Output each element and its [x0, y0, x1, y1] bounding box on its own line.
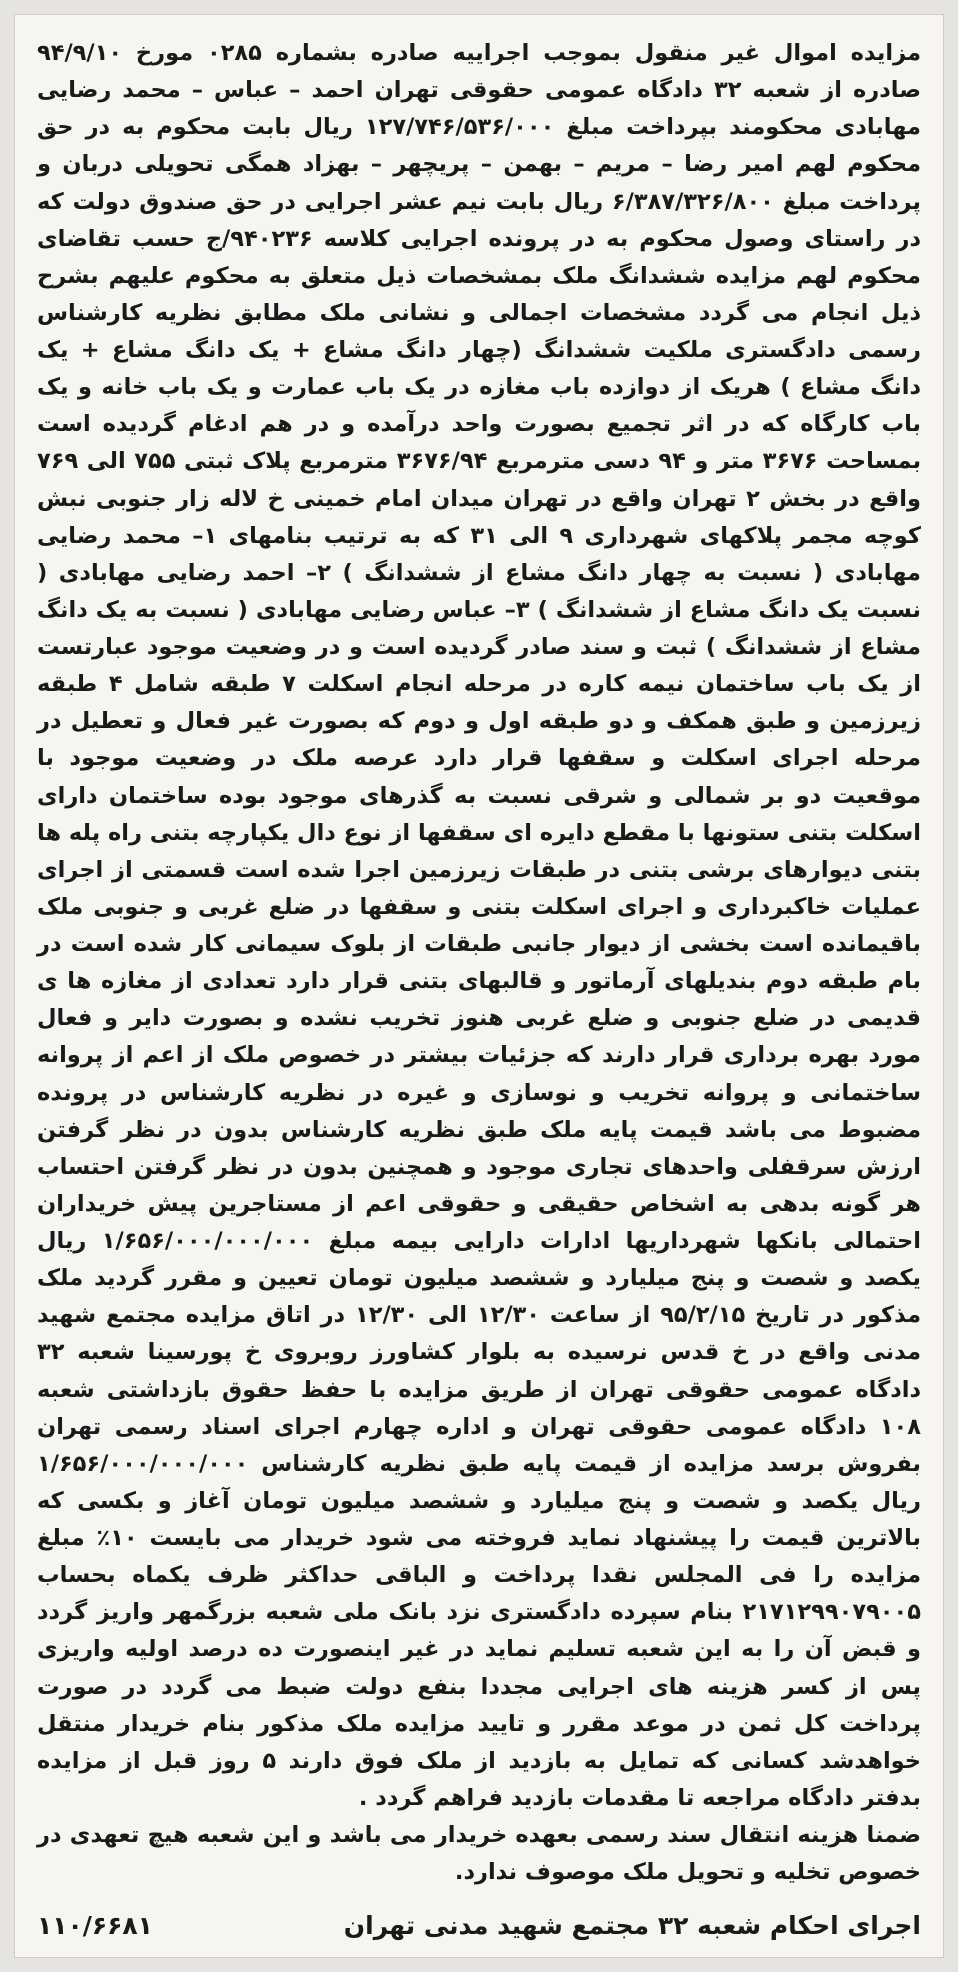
issuing-authority-signature: اجرای احکام شعبه ۳۲ مجتمع شهید مدنی تهران [343, 1911, 921, 1940]
notice-reference-number: ۱۱۰/۶۶۸۱ [37, 1911, 153, 1940]
auction-notice-body: مزایده اموال غیر منقول بموجب اجراییه صادره بشماره ۰۲۸۵ مورخ ۹۴/۹/۱۰ صادره از شعبه ۳۲ دادگاه عمومی حقوقی تهران احمد – عباس – محمد رضایی مهابادی محکومند بپرداخت مبلغ ۱۲۷/۷۴۶/۵۳۶/۰۰۰ ریال بابت محکوم به در حق محکوم لهم امیر رضا – مریم – بهمن – پریچهر – بهزاد همگی تحویلی دربان و پرداخت مبلغ ۶/۳۸۷/۳۲۶/۸۰۰ ریال بابت نیم عشر اجرایی در حق صندوق دولت که در راستای وصول محکوم به در پرونده اجرایی کلاسه ۹۴۰۲۳۶/ج حسب تقاضای محکوم لهم مزایده ششدانگ ملک بمشخصات ذیل متعلق به محکوم علیهم بشرح ذیل انجام می گردد مشخصات اجمالی و نشانی ملک مطابق نظریه کارشناس رسمی دادگستری ملکیت ششدانگ (چهار دانگ مشاع + یک دانگ مشاع + یک دانگ مشاع ) هریک از دوازده باب مغازه در یک باب عمارت و یک باب خانه و یک باب کارگاه که در اثر تجمیع بصورت واحد درآمده و در هم ادغام گردیده است بمساحت ۳۶۷۶ متر و ۹۴ دسی مترمربع ۳۶۷۶/۹۴ مترمربع پلاک ثبتی ۷۵۵ الی ۷۶۹ واقع در بخش ۲ تهران واقع در تهران میدان امام خمینی خ لاله زار جنوبی نبش کوچه مجمر پلاکهای شهرداری ۹ الی ۳۱ که به ترتیب بنامهای ۱– محمد رضایی مهابادی ( نسبت به چهار دانگ مشاع از ششدانگ ) ۲– احمد رضایی مهابادی ( نسبت یک دانگ مشاع از ششدانگ ) ۳– عباس رضایی مهابادی ( نسبت به یک دانگ مشاع از ششدانگ ) ثبت و سند صادر گردیده است و در وضعیت موجود عبارتست از یک باب ساختمان نیمه کاره در مرحله انجام اسکلت ۷ طبقه شامل ۴ طبقه زیرزمین و طبق همکف و دو طبقه اول و دوم که بصورت غیر فعال و تعطیل در مرحله اجرای اسکلت و سقفها قرار دارد عرصه ملک در وضعیت موجود با موقعیت دو بر شمالی و شرقی نسبت به گذرهای موجود بوده ساختمان دارای اسکلت بتنی ستونها با مقطع دایره ای سقفها از نوع دال یکپارچه بتنی راه پله ها بتنی دیوارهای برشی بتنی در طبقات زیرزمین اجرا شده است قسمتی از اجرای عملیات خاکبرداری و اجرای اسکلت بتنی و سقفها در ضلع غربی و جنوبی ملک باقیمانده است بخشی از دیوار جانبی طبقات از بلوک سیمانی کار شده است در بام طبقه دوم بندیلهای آرماتور و قالبهای بتنی قرار دارد تعدادی از مغازه ها ی قدیمی در ضلع جنوبی و ضلع غربی هنوز تخریب نشده و بصورت دایر و فعال مورد بهره برداری قرار دارند که جزئیات بیشتر در خصوص ملک از اعم از پروانه ساختمانی و پروانه تخریب و نوسازی و غیره در نظریه کارشناس در پرونده مضبوط می باشد قیمت پایه ملک طبق نظریه کارشناس بدون در نظر گرفتن ارزش سرقفلی واحدهای تجاری موجود و همچنین بدون در نظر گرفتن احتساب هر گونه بدهی به اشخاص حقیقی و حقوقی اعم از مستاجرین پیش خریداران احتمالی بانکها شهرداریها ادارات دارایی بیمه مبلغ ۱/۶۵۶/۰۰۰/۰۰۰/۰۰۰ ریال یکصد و شصت و پنج میلیارد و ششصد میلیون تومان تعیین و مقرر گردید ملک مذکور در تاریخ ۹۵/۲/۱۵ از ساعت ۱۲/۳۰ الی ۱۲/۳۰ در اتاق مزایده مجتمع شهید مدنی واقع در خ قدس نرسیده به بلوار کشاورز روبروی خ پورسینا شعبه ۳۲ دادگاه عمومی حقوقی تهران از طریق مزایده با حفظ حقوق بازداشتی شعبه ۱۰۸ دادگاه عمومی حقوقی تهران و اداره چهارم اجرای اسناد رسمی تهران بفروش برسد مزایده از قیمت پایه طبق نظریه کارشناس ۱/۶۵۶/۰۰۰/۰۰۰/۰۰۰ ریال یکصد و شصت و پنج میلیارد و ششصد میلیون تومان آغاز و بکسی که بالاترین قیمت را پیشنهاد نماید فروخته می شود خریدار می بایست ۱۰٪ مبلغ مزایده را فی المجلس نقدا پرداخت و الباقی حداکثر ظرف یکماه بحساب ۲۱۷۱۲۹۹۰۷۹۰۰۵ بنام سپرده دادگستری نزد بانک ملی شعبه بزرگمهر واریز گردد و قبض آن را به این شعبه تسلیم نماید در غیر اینصورت ده درصد اولیه واریزی پس از کسر هزینه های اجرایی مجددا بنفع دولت ضبط می گردد در صورت پرداخت کل ثمن در موعد مقرر و تایید مزایده ملک مذکور بنام خریدار منتقل خواهدشد کسانی که تمایل به بازدید از ملک فوق دارند ۵ روز قبل از مزایده بدفتر دادگاه مراجعه تا مقدمات بازدید فراهم گردد . ضمنا هزینه انتقال سند رسمی بعهده خریدار می باشد و این شعبه هیچ تعهدی در خصوص تخلیه و تحویل ملک موصوف ندارد. [37, 40, 922, 1886]
newspaper-clipping [14, 14, 944, 1958]
notice-footer [37, 1911, 921, 1940]
